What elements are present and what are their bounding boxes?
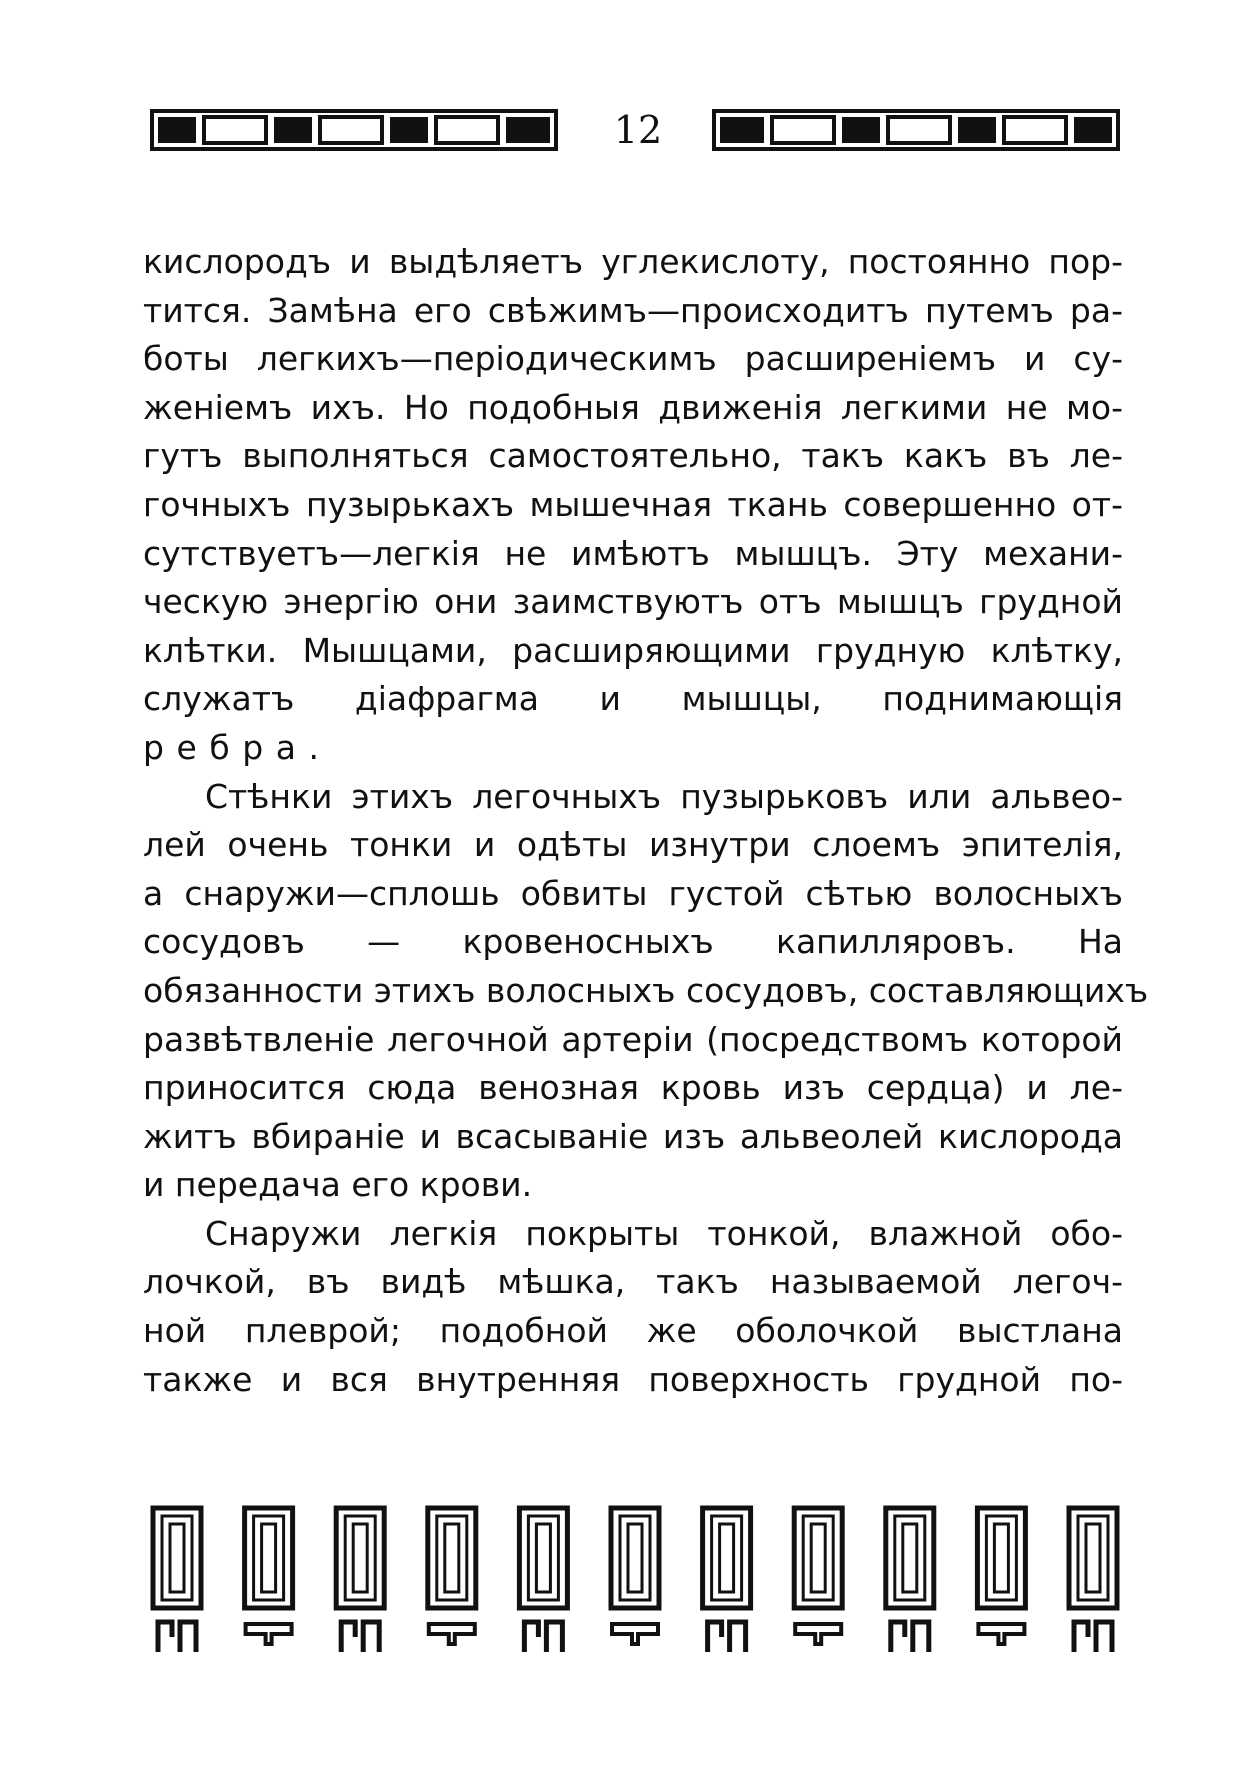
text-line: боты легкихъ—періодическимъ расширеніемъ и су- (143, 339, 1123, 379)
page-number: 12 (613, 108, 663, 152)
text-line: ребра. (143, 727, 332, 767)
text-line: лочкой, въ видѣ мѣшка, такъ называемой легоч- (143, 1262, 1123, 1302)
text-line: и передача его крови. (143, 1165, 533, 1205)
text-line: житъ вбираніе и всасываніе изъ альвеолей кислорода (143, 1116, 1123, 1156)
text-line: тится. Замѣна его свѣжимъ—происходитъ путемъ ра- (143, 290, 1123, 330)
text-line: обязанности этихъ волосныхъ сосудовъ, составляющихъ (143, 970, 1149, 1010)
text-line: кислородъ и выдѣляетъ углекислоту, постоянно пор- (143, 242, 1123, 281)
text-line: гутъ выполняться самостоятельно, такъ какъ въ ле- (143, 436, 1123, 476)
footer-ornament-icon (150, 1502, 1120, 1662)
text-line: ческую энергію они заимствуютъ отъ мышцъ грудной (143, 582, 1123, 622)
header-ornament-right-icon (712, 109, 1120, 151)
text-line: также и вся внутренняя поверхность грудной по- (143, 1359, 1123, 1399)
header-ornament-left-icon (150, 109, 558, 151)
text-line: Снаружи легкія покрыты тонкой, влажной обо- (205, 1213, 1123, 1253)
text-line: служатъ діафрагма и мышцы, поднимающія (143, 679, 1123, 719)
text-line: сосудовъ — кровеносныхъ капилляровъ. На (143, 922, 1123, 962)
text-line: ной плеврой; подобной же оболочкой выстлана (143, 1311, 1123, 1351)
page-header (150, 105, 1120, 155)
text-line: Стѣнки этихъ легочныхъ пузырьковъ или альвео- (205, 776, 1123, 816)
text-line: клѣтки. Мышцами, расширяющими грудную клѣтку, (143, 630, 1123, 670)
text-line: гочныхъ пузырькахъ мышечная ткань совершенно от- (143, 484, 1123, 524)
text-line: лей очень тонки и одѣты изнутри слоемъ эпителія, (143, 825, 1123, 865)
text-line: а снаружи—сплошь обвиты густой сѣтью волосныхъ (143, 873, 1123, 913)
text-line: сутствуетъ—легкія не имѣютъ мышцъ. Эту механи- (143, 533, 1123, 573)
text-line: приносится сюда венозная кровь изъ сердца) и ле- (143, 1068, 1123, 1108)
body-text (143, 238, 1149, 1404)
text-line: развѣтвленіе легочной артеріи (посредствомъ которой (143, 1019, 1123, 1059)
text-line: женіемъ ихъ. Но подобныя движенія легкими не мо- (143, 387, 1123, 427)
